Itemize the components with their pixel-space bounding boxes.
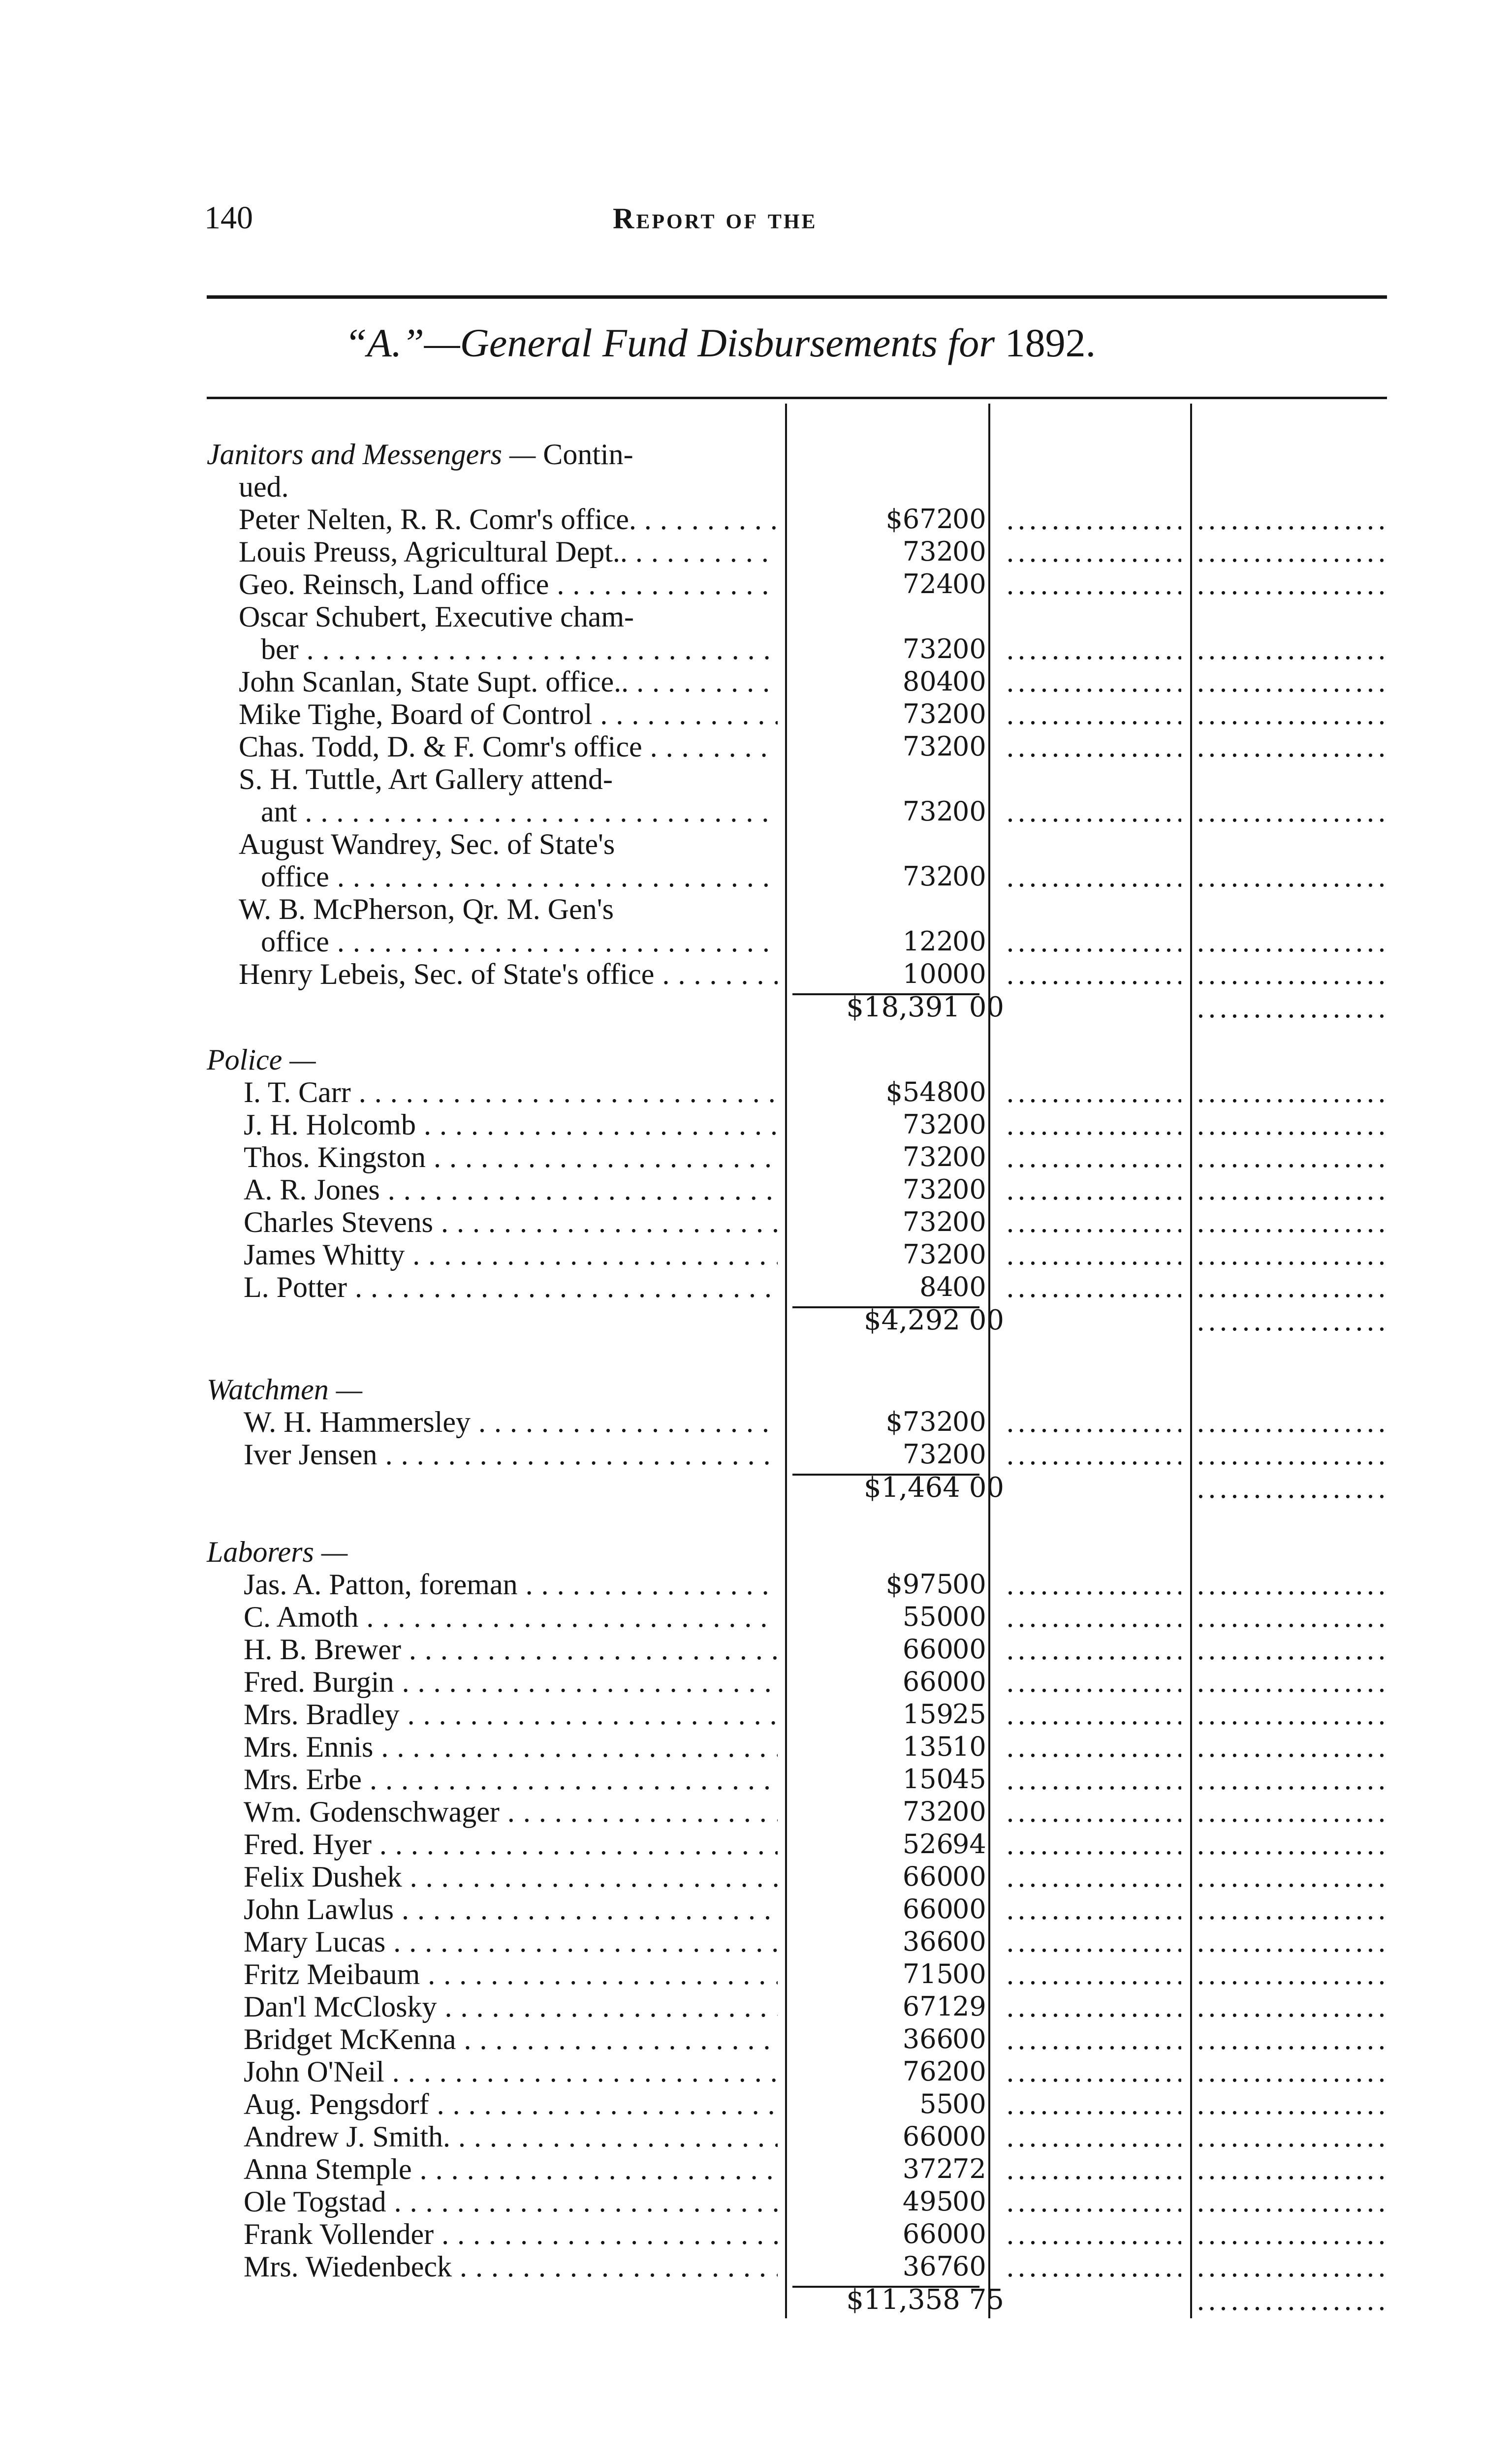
dot-leader [1197, 2153, 1386, 2185]
dot-leader [1007, 665, 1181, 698]
section-heading-janitors [207, 438, 633, 471]
janitors-row-dollars: 732 [902, 796, 953, 827]
dot-leader [1197, 2250, 1386, 2283]
janitors-row-cents: 00 [952, 568, 986, 599]
laborers-row-cents: 00 [952, 1666, 986, 1697]
janitors-total: $18,391 00 [846, 991, 1004, 1023]
laborers-row [0, 1958, 1512, 1990]
watchmen-row-cents: 00 [952, 1439, 986, 1470]
dot-leader [1007, 925, 1181, 958]
janitors-row-dollars: 804 [902, 666, 953, 697]
dot-leader [1197, 1238, 1386, 1271]
dot-leader [1197, 1173, 1386, 1206]
dot-leader [1197, 665, 1386, 698]
police-row-cents: 00 [952, 1076, 986, 1107]
laborers-row-dollars: 660 [902, 2218, 953, 2249]
dot-leader [1197, 1666, 1386, 1698]
laborers-row-dollars: 732 [902, 1796, 953, 1827]
janitors-row-name: Chas. Todd, D. & F. Comr's office . . . [239, 730, 778, 763]
dot-leader [1197, 2023, 1386, 2055]
watchmen-row-name: W. H. Hammersley . . . [244, 1406, 778, 1438]
laborers-row [0, 2023, 1512, 2055]
laborers-row-name: Wm. Godenschwager . . . [244, 1796, 778, 1828]
laborers-row-dollars: 372 [902, 2153, 953, 2184]
police-row-cents: 00 [952, 1174, 986, 1205]
dot-leader [1007, 958, 1181, 990]
laborers-row-cents: 72 [952, 2153, 986, 2184]
dot-leader [1007, 698, 1181, 730]
dot-leader [1197, 730, 1386, 763]
laborers-row-dollars: 55 [919, 2088, 953, 2119]
dot-leader [1197, 1406, 1386, 1438]
dot-leader [1007, 2120, 1181, 2153]
janitors-row-cents: 00 [952, 958, 986, 989]
dot-leader [1007, 2088, 1181, 2120]
dot-leader [1197, 633, 1386, 665]
laborers-row [0, 1763, 1512, 1796]
laborers-row-name: Mrs. Ennis . . . [244, 1731, 778, 1763]
laborers-row [0, 1666, 1512, 1698]
laborers-row [0, 2153, 1512, 2185]
janitors-row [0, 795, 1512, 828]
dot-leader [1197, 2185, 1386, 2218]
police-row-cents: 00 [952, 1206, 986, 1237]
laborers-row-cents: 00 [952, 2023, 986, 2054]
police-row-dollars: 732 [902, 1174, 953, 1205]
dot-leader [1007, 1633, 1181, 1666]
laborers-row-name: Frank Vollender . . . [244, 2218, 778, 2250]
janitors-row-cents: 00 [952, 796, 986, 827]
laborers-total-line [0, 2283, 1512, 2317]
police-row [0, 1206, 1512, 1238]
laborers-total: $11,358 75 [846, 2284, 1004, 2316]
police-row-dollars: 732 [902, 1239, 953, 1270]
laborers-row-name: Mrs. Wiedenbeck . . . [244, 2250, 778, 2283]
laborers-row [0, 1568, 1512, 1601]
laborers-row-cents: 00 [952, 2121, 986, 2152]
laborers-row-name: Mrs. Bradley . . . [244, 1698, 778, 1731]
police-row-name: Charles Stevens . . . [244, 1206, 778, 1238]
dot-leader [1197, 698, 1386, 730]
laborers-row-cents: 00 [952, 2186, 986, 2217]
janitors-row [0, 860, 1512, 893]
dot-leader [1197, 795, 1386, 828]
running-head: Report of the [613, 202, 818, 235]
dot-leader [1197, 1438, 1386, 1471]
dot-leader [1197, 2283, 1386, 2317]
dot-leader [1197, 568, 1386, 600]
laborers-row-name: Felix Dushek . . . [244, 1861, 778, 1893]
dot-leader [1007, 633, 1181, 665]
dot-leader [1197, 1763, 1386, 1796]
police-row-cents: 00 [952, 1109, 986, 1140]
page-number: 140 [204, 200, 253, 236]
janitors-row [0, 893, 1512, 925]
janitors-row-name: Peter Nelten, R. R. Comr's office. . . . [239, 503, 778, 536]
laborers-row-name: C. Amoth . . . [244, 1601, 778, 1633]
laborers-row-dollars: 715 [902, 1958, 953, 1989]
police-row-dollars: 732 [902, 1109, 953, 1140]
dot-leader [1007, 1406, 1181, 1438]
police-row [0, 1173, 1512, 1206]
title-rule [207, 397, 1387, 399]
dot-leader [1007, 1990, 1181, 2023]
watchmen-row-dollars: $732 [885, 1406, 953, 1437]
dot-leader [1197, 1271, 1386, 1303]
janitors-row-name: ber . . . [261, 633, 778, 665]
dot-leader [1007, 1731, 1181, 1763]
section-heading-cont: Contin- [543, 438, 633, 471]
janitors-row-dollars: 732 [902, 861, 953, 892]
laborers-row-dollars: 526 [902, 1829, 953, 1860]
dot-leader [1007, 2185, 1181, 2218]
laborers-row-cents: 00 [952, 1893, 986, 1925]
laborers-row-cents: 00 [952, 1569, 986, 1600]
police-row-name: James Whitty . . . [244, 1238, 778, 1271]
janitors-row-name: John Scanlan, State Supt. office.. . . . [239, 665, 778, 698]
janitors-row [0, 698, 1512, 730]
dot-leader [1007, 2055, 1181, 2088]
laborers-row-dollars: 495 [902, 2186, 953, 2217]
laborers-row [0, 1893, 1512, 1925]
dot-leader [1007, 1438, 1181, 1471]
janitors-row [0, 600, 1512, 633]
dot-leader [1007, 1076, 1181, 1108]
police-row-dollars: 732 [902, 1206, 953, 1237]
laborers-row-dollars: $975 [885, 1569, 953, 1600]
laborers-row [0, 1796, 1512, 1828]
janitors-row-name: Geo. Reinsch, Land office . . . [239, 568, 778, 600]
dot-leader [1197, 2218, 1386, 2250]
laborers-row-dollars: 135 [902, 1731, 953, 1762]
janitors-row-cents: 00 [952, 861, 986, 892]
laborers-row-dollars: 366 [902, 1926, 953, 1957]
laborers-row-dollars: 762 [902, 2056, 953, 2087]
janitors-row [0, 763, 1512, 795]
dot-leader [1197, 1568, 1386, 1601]
laborers-row [0, 1601, 1512, 1633]
dot-leader [1197, 1698, 1386, 1731]
janitors-row-dollars: 732 [902, 536, 953, 567]
laborers-row-name: Bridget McKenna . . . [244, 2023, 778, 2055]
police-row [0, 1141, 1512, 1173]
janitors-row-dollars: 100 [902, 958, 953, 989]
police-row-name: A. R. Jones . . . [244, 1173, 778, 1206]
janitors-row-name: Oscar Schubert, Executive cham- [239, 600, 634, 633]
janitors-row-name: office . . . [261, 925, 778, 958]
janitors-row-cents: 00 [952, 731, 986, 762]
janitors-row-name: ant . . . [261, 795, 778, 828]
janitors-row [0, 536, 1512, 568]
police-row-cents: 00 [952, 1271, 986, 1302]
dot-leader [1007, 2023, 1181, 2055]
dot-leader [1007, 1141, 1181, 1173]
laborers-row-name: Fred. Burgin . . . [244, 1666, 778, 1698]
dot-leader [1007, 1173, 1181, 1206]
police-total: $4,292 00 [863, 1304, 1004, 1336]
janitors-row [0, 925, 1512, 958]
laborers-row-name: Anna Stemple . . . [244, 2153, 778, 2185]
table-title [345, 320, 1096, 366]
janitors-row-cents: 00 [952, 504, 986, 535]
police-total-line [0, 1303, 1512, 1338]
dot-leader [1007, 536, 1181, 568]
dot-leader [1197, 1471, 1386, 1505]
dot-leader [1007, 730, 1181, 763]
janitors-row-name: W. B. McPherson, Qr. M. Gen's [239, 893, 614, 925]
janitors-row-dollars: 732 [902, 633, 953, 664]
dot-leader [1007, 2153, 1181, 2185]
laborers-row-cents: 45 [952, 1764, 986, 1795]
section-heading-watchmen: Watchmen — [207, 1373, 363, 1406]
laborers-row-name: John Lawlus . . . [244, 1893, 778, 1925]
dot-leader [1007, 1601, 1181, 1633]
laborers-row-cents: 00 [952, 2056, 986, 2087]
janitors-row-cents: 00 [952, 698, 986, 729]
top-rule [207, 295, 1387, 299]
laborers-row-dollars: 366 [902, 2023, 953, 2054]
janitors-total-line [0, 990, 1512, 1025]
janitors-row [0, 503, 1512, 536]
laborers-row-name: Ole Togstad . . . [244, 2185, 778, 2218]
dot-leader [1197, 1796, 1386, 1828]
dot-leader [1007, 1861, 1181, 1893]
laborers-row-name: Andrew J. Smith. . . . [244, 2120, 778, 2153]
dot-leader [1197, 2088, 1386, 2120]
laborers-row-cents: 00 [952, 1861, 986, 1892]
dot-leader [1007, 1893, 1181, 1925]
police-row [0, 1076, 1512, 1108]
dot-leader [1007, 1271, 1181, 1303]
janitors-row-cents: 00 [952, 536, 986, 567]
section-heading-police: Police — [207, 1043, 316, 1076]
section-heading-text: Janitors and Messengers — [207, 438, 536, 471]
laborers-row-cents: 10 [952, 1731, 986, 1762]
janitors-row-name: S. H. Tuttle, Art Gallery attend- [239, 763, 613, 795]
laborers-row-dollars: 550 [902, 1601, 953, 1632]
janitors-row-cents: 00 [952, 926, 986, 957]
dot-leader [1197, 1141, 1386, 1173]
dot-leader [1197, 958, 1386, 990]
laborers-row-cents: 00 [952, 1796, 986, 1827]
dot-leader [1197, 1633, 1386, 1666]
section-heading-laborers: Laborers — [207, 1536, 348, 1568]
dot-leader [1197, 1206, 1386, 1238]
dot-leader [1007, 1828, 1181, 1861]
janitors-row-dollars: $672 [885, 504, 953, 535]
dot-leader [1007, 860, 1181, 893]
laborers-row-dollars: 159 [902, 1699, 953, 1730]
laborers-row-dollars: 671 [902, 1991, 953, 2022]
janitors-row-name: August Wandrey, Sec. of State's [239, 828, 615, 860]
police-row [0, 1271, 1512, 1303]
dot-leader [1007, 1108, 1181, 1141]
dot-leader [1197, 1731, 1386, 1763]
dot-leader [1007, 1698, 1181, 1731]
laborers-row [0, 1698, 1512, 1731]
laborers-row-cents: 00 [952, 1958, 986, 1989]
janitors-row-name: office . . . [261, 860, 778, 893]
police-row-name: J. H. Holcomb . . . [244, 1108, 778, 1141]
laborers-row-dollars: 150 [902, 1764, 953, 1795]
laborers-row-cents: 00 [952, 1634, 986, 1665]
janitors-row [0, 958, 1512, 990]
dot-leader [1007, 1796, 1181, 1828]
janitors-row-dollars: 732 [902, 698, 953, 729]
laborers-row-cents: 25 [952, 1699, 986, 1730]
police-row [0, 1238, 1512, 1271]
police-row-cents: 00 [952, 1239, 986, 1270]
dot-leader [1007, 503, 1181, 536]
laborers-row [0, 2055, 1512, 2088]
laborers-row-cents: 00 [952, 1601, 986, 1632]
janitors-row-dollars: 122 [902, 926, 953, 957]
laborers-row-cents: 00 [952, 2218, 986, 2249]
dot-leader [1197, 536, 1386, 568]
dot-leader [1197, 1925, 1386, 1958]
dot-leader [1197, 925, 1386, 958]
dot-leader [1197, 1861, 1386, 1893]
dot-leader [1007, 1568, 1181, 1601]
laborers-row [0, 1861, 1512, 1893]
janitors-row-name: Louis Preuss, Agricultural Dept.. . . . [239, 536, 778, 568]
police-row-cents: 00 [952, 1141, 986, 1172]
dot-leader [1197, 1893, 1386, 1925]
watchmen-total-line [0, 1471, 1512, 1505]
dot-leader [1197, 2055, 1386, 2088]
janitors-row [0, 633, 1512, 665]
police-row-name: I. T. Carr . . . [244, 1076, 778, 1108]
dot-leader [1197, 2120, 1386, 2153]
janitors-row-cents: 00 [952, 666, 986, 697]
laborers-row-name: Jas. A. Patton, foreman . . . [244, 1568, 778, 1601]
laborers-row [0, 1633, 1512, 1666]
janitors-row [0, 665, 1512, 698]
laborers-row-dollars: 367 [902, 2251, 953, 2282]
laborers-row [0, 1731, 1512, 1763]
janitors-row [0, 568, 1512, 600]
dot-leader [1197, 1990, 1386, 2023]
laborers-row-name: Fritz Meibaum . . . [244, 1958, 778, 1990]
laborers-row-cents: 00 [952, 2088, 986, 2119]
dot-leader [1007, 1958, 1181, 1990]
janitors-row-name: Mike Tighe, Board of Control . . . [239, 698, 778, 730]
laborers-row-name: Fred. Hyer . . . [244, 1828, 778, 1861]
dot-leader [1197, 990, 1386, 1025]
table-title-year: 1892. [1005, 320, 1096, 365]
laborers-row-dollars: 660 [902, 1666, 953, 1697]
dot-leader [1007, 795, 1181, 828]
watchmen-row [0, 1406, 1512, 1438]
laborers-row-name: H. B. Brewer . . . [244, 1633, 778, 1666]
laborers-row-cents: 00 [952, 1926, 986, 1957]
laborers-row-cents: 94 [952, 1829, 986, 1860]
police-row-dollars: 732 [902, 1141, 953, 1172]
laborers-row-dollars: 660 [902, 1861, 953, 1892]
laborers-row-name: Aug. Pengsdorf . . . [244, 2088, 778, 2120]
dot-leader [1007, 1763, 1181, 1796]
dot-leader [1007, 1925, 1181, 1958]
laborers-row-name: John O'Neil . . . [244, 2055, 778, 2088]
police-row-name: Thos. Kingston . . . [244, 1141, 778, 1173]
dot-leader [1197, 1828, 1386, 1861]
laborers-row-cents: 29 [952, 1991, 986, 2022]
laborers-row-dollars: 660 [902, 1634, 953, 1665]
watchmen-row [0, 1438, 1512, 1471]
police-row-name: L. Potter . . . [244, 1271, 778, 1303]
laborers-row [0, 2088, 1512, 2120]
laborers-row [0, 1828, 1512, 1861]
laborers-row-name: Dan'l McClosky . . . [244, 1990, 778, 2023]
janitors-row [0, 730, 1512, 763]
laborers-row [0, 2218, 1512, 2250]
police-row [0, 1108, 1512, 1141]
laborers-row-name: Mary Lucas . . . [244, 1925, 778, 1958]
watchmen-row-dollars: 732 [902, 1439, 953, 1470]
janitors-row [0, 828, 1512, 860]
laborers-row [0, 1990, 1512, 2023]
dot-leader [1197, 1958, 1386, 1990]
dot-leader [1197, 1601, 1386, 1633]
dot-leader [1007, 2250, 1181, 2283]
dot-leader [1197, 1076, 1386, 1108]
dot-leader [1197, 1108, 1386, 1141]
laborers-row [0, 2185, 1512, 2218]
dot-leader [1197, 860, 1386, 893]
table-title-text: “A.”—General Fund Disbursements for [345, 320, 995, 365]
janitors-row-cents: 00 [952, 633, 986, 664]
janitors-row-dollars: 724 [902, 568, 953, 599]
laborers-row-cents: 60 [952, 2251, 986, 2282]
police-row-dollars: 84 [919, 1271, 953, 1302]
watchmen-total: $1,464 00 [863, 1472, 1004, 1504]
dot-leader [1007, 568, 1181, 600]
dot-leader [1007, 1206, 1181, 1238]
janitors-row-dollars: 732 [902, 731, 953, 762]
dot-leader [1197, 1303, 1386, 1338]
dot-leader [1007, 1666, 1181, 1698]
watchmen-row-name: Iver Jensen . . . [244, 1438, 778, 1471]
laborers-row-name: Mrs. Erbe . . . [244, 1763, 778, 1796]
laborers-row [0, 1925, 1512, 1958]
janitors-row-name: Henry Lebeis, Sec. of State's office . . . [239, 958, 778, 990]
dot-leader [1007, 2218, 1181, 2250]
laborers-row [0, 2250, 1512, 2283]
laborers-row [0, 2120, 1512, 2153]
laborers-row-dollars: 660 [902, 2121, 953, 2152]
police-row-dollars: $548 [885, 1076, 953, 1107]
dot-leader [1007, 1238, 1181, 1271]
section-heading-cont-line: ued. [239, 471, 289, 503]
laborers-row-dollars: 660 [902, 1893, 953, 1925]
dot-leader [1197, 503, 1386, 536]
watchmen-row-cents: 00 [952, 1406, 986, 1437]
